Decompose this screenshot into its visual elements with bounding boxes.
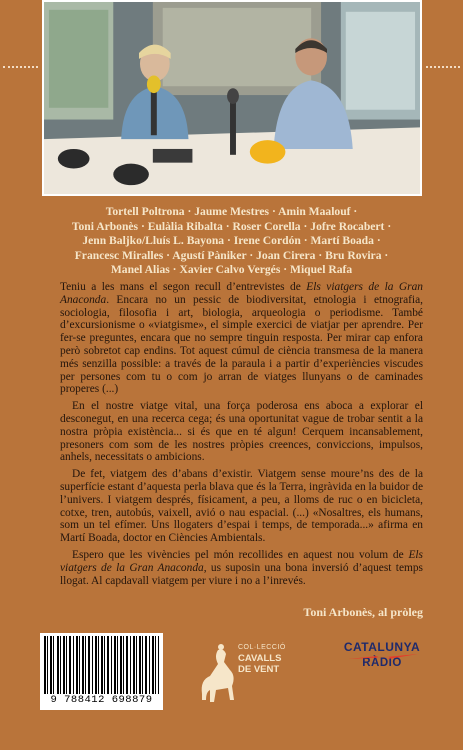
collection-label: COL·LECCIÓ [238,644,286,651]
dotted-rule-right [426,66,460,68]
partner-name-2: RÀDIO [362,657,402,669]
isbn-number: 9 788412 698879 [50,694,153,706]
partner-name-1: CATALUNYA [343,640,421,654]
p1-book-title: Els viatgers de la Gran Anaconda [60,281,423,306]
collection-name-1: CAVALLS [238,653,282,664]
collection-name-2: DE VENT [238,664,280,675]
p4-text-b: , us suposin una bona inversió d’aquest temps llogat. Al capdavall viatgem per viure i no a l’inrevés. [60,561,423,587]
blurb-text [60,281,423,591]
paragraph-3: De fet, viatgem des d’abans d’existir. Viatgem sense moure’ns des de la superfície estant d’aquesta perla blava que és la Terra, ingràvida en la buidor de l’univers. I viatgem després, físicament, a peu, a lloms de ruc o en bicicleta, cotxe, tren, autobús, vaixell, avió o nau espacial. (...) «Nosaltres, els humans, som un tel efímer. Uns llogaters d’espai i temps, de temporada...» afirma en Martí Boada, doctor en Ciències Ambientals. [60,468,423,545]
names-line: Manel Alias · Xavier Calvo Vergés · Miquel Rafa [110,263,353,277]
barcode-bars [44,636,159,694]
p1-text-a: Teniu a les mans el segon recull d’entrevistes de [60,281,307,293]
collection-logo [196,640,311,710]
names-line: Toni Arbonès · Eulàlia Ribalta · Roser Corella · Jofre Rocabert · [71,219,392,233]
signature: Toni Arbonès, al pròleg [303,605,423,619]
p1-text-b: . Encara no un pessic de biodiversitat, etnologia i etnografia, sociologia, filosofia i art, biologia, arqueologia o periodisme. També d’excursionisme o «viatgisme», el simple exercici de viatjar per aprendre. Per fer-se preguntes, encara que no sempre tinguin resposta. Per mirar cap enfora però sobretot cap endins. Tot aquest cúmul de ciència transmesa de la manera més senzilla possible: a través de la paraula i a partir d’experiències viscudes per persones com tu o com jo arran de viatges llunyans o de caminades properes (...) [60,293,423,396]
interviewee-list [14,205,449,278]
paragraph-2: En el nostre viatge vital, una força poderosa ens aboca a explorar el desconegut, en una recerca cega; és una oportunitat vague de trobar sentit a la nostra pròpia existència... si és que en té algun! Cerquem incansablement, presoners com som de les nostres pròpies creences, conviccions, impulsos, anhels, necessitats o ambicions. [60,400,423,464]
radio-studio-interview-photo [44,2,420,194]
barcode [40,633,163,710]
names-line: Tortell Poltrona · Jaume Mestres · Amin Maalouf · [105,205,358,218]
horse-rider-logo-icon [196,642,240,708]
lightning-bolt-icon [348,653,418,663]
p4-text-a: Espero que les vivències pel món recollides en aquest nou volum de [72,548,409,561]
paragraph-4 [60,549,423,587]
cover-photo [42,0,422,196]
catalunya-radio-logo [336,640,428,680]
paragraph-1 [60,281,423,396]
collection-text [238,642,286,675]
dotted-rule-left [3,66,38,68]
p4-book-title: Els viatgers de la Gran Anaconda [60,548,423,574]
names-line: Jenn Baljko/Lluís L. Bayona · Irene Cordón · Martí Boada · [82,234,381,248]
names-line: Francesc Miralles · Agustí Pàniker · Joan Cirera · Bru Rovira · [74,248,389,262]
